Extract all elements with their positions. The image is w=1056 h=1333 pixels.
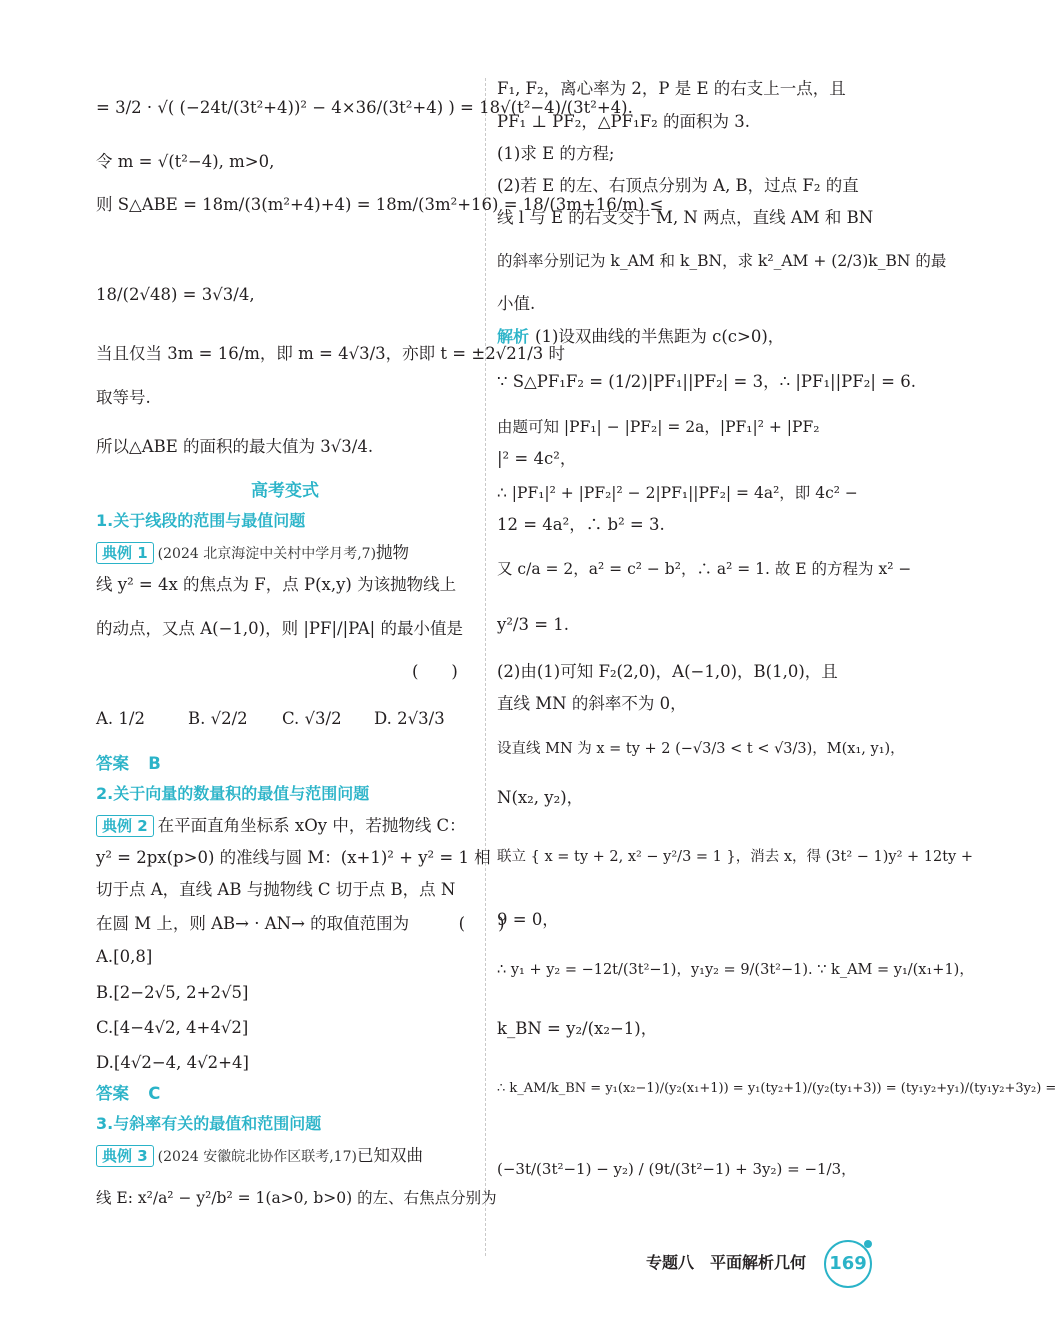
example-2-header [96,814,466,838]
text-line: 联立 { x = ty + 2, x² − y²/3 = 1 }，消去 x，得 (3t² − 1)y² + 12ty + [497,849,973,865]
formula-line: 当且仅当 3m = 16/m，即 m = 4√3/3，亦即 t = ±2√21/3 时 [96,344,566,363]
solution-first-line [497,325,784,349]
column-divider [485,78,486,1256]
topic-heading: 1.关于线段的范围与最值问题 [96,511,306,530]
text-line: 12 = 4a²，∴ b² = 3. [497,515,665,534]
answer-line [96,1082,160,1106]
option-b: B. √2/2 [188,709,248,728]
text-line: 所以△ABE 的面积的最大值为 3√3/4. [96,437,374,456]
text-line: 已知双曲 [356,1146,423,1165]
option-a: A.[0,8] [96,947,153,966]
text-line: 的斜率分别记为 k_AM 和 k_BN，求 k²_AM + (2/3)k_BN 的最 [497,252,947,270]
text-line: F₁, F₂，离心率为 2，P 是 E 的右支上一点，且 [497,79,846,98]
option-d: D. 2√3/3 [374,709,445,728]
text-line: 抛物 [376,543,410,562]
example-tag: 典例 3 [96,1145,154,1167]
text-line: 9 = 0， [497,910,559,929]
formula-line: 令 m = √(t²−4), m>0, [96,152,275,171]
text-line: PF₁ ⊥ PF₂，△PF₁F₂ 的面积为 3. [497,112,750,131]
text-line: ∴ |PF₁|² + |PF₂|² − 2|PF₁||PF₂| = 4a²，即 4c² − [497,484,858,502]
option-b: B.[2−2√5, 2+2√5] [96,983,249,1002]
text-line: 直线 MN 的斜率不为 0， [497,694,687,713]
text-line: 在圆 M 上，则 AB→ · AN→ 的取值范围为 ( ) [96,914,505,933]
text-line: N(x₂, y₂)， [497,788,584,807]
text-line: (2)若 E 的左、右顶点分别为 A, B，过点 F₂ 的直 [497,176,859,195]
formula-line: 18/(2√48) = 3√3/4, [96,285,255,304]
text-line: (1)设双曲线的半焦距为 c(c>0)， [535,327,785,346]
answer-value: C [148,1084,161,1103]
text-line: (2)由(1)可知 F₂(2,0)，A(−1,0)，B(1,0)，且 [497,662,838,681]
text-line: (−3t/(3t²−1) − y₂) / (9t/(3t²−1) + 3y₂) = −1/3， [497,1160,857,1178]
formula-line: 则 S△ABE = 18m/(3(m²+4)+4) = 18m/(3m²+16) = 18/(3m+16/m) ≤ [96,195,664,214]
topic-heading: 3.与斜率有关的最值和范围问题 [96,1114,322,1133]
formula-line: = 3/2 · √( (−24t/(3t²+4))² − 4×36/(3t²+4) ) = 18√(t²−4)/(3t²+4). [96,98,633,117]
answer-label: 答案 [96,1084,129,1103]
example-source: (2024 北京海淀中关村中学月考,7) [157,546,377,562]
example-tag: 典例 2 [96,815,154,837]
option-c: C. √3/2 [282,709,342,728]
text-line: 设直线 MN 为 x = ty + 2 (−√3/3 < t < √3/3)，M(x₁, y₁)， [497,741,905,757]
text-line: 又 c/a = 2，a² = c² − b²，∴ a² = 1. 故 E 的方程为 x² − [497,560,912,578]
text-line: ∵ S△PF₁F₂ = (1/2)|PF₁||PF₂| = 3，∴ |PF₁||PF₂| = 6. [497,372,916,391]
answer-value: B [148,754,161,773]
answer-blank: ( ) [412,662,458,681]
page-number-dot [864,1240,872,1248]
text-line: 小值. [497,294,536,313]
solution-label: 解析 [497,327,530,346]
example-source: (2024 安徽皖北协作区联考,17) [157,1149,357,1165]
text-line: 的动点，又点 A(−1,0)，则 |PF|/|PA| 的最小值是 [96,619,463,638]
text-line: y²/3 = 1. [497,615,570,634]
answer-line [96,752,161,776]
option-a: A. 1/2 [96,709,145,728]
text-line: y² = 2px(p>0) 的准线与圆 M：(x+1)² + y² = 1 相 [96,848,491,867]
answer-label: 答案 [96,754,129,773]
option-c: C.[4−4√2, 4+4√2] [96,1018,249,1037]
text-line: 切于点 A，直线 AB 与抛物线 C 切于点 B，点 N [96,880,456,899]
section-title: 高考变式 [251,481,319,501]
text-line: (1)求 E 的方程; [497,144,615,163]
text-line: 在平面直角坐标系 xOy 中，若抛物线 C： [157,816,466,835]
text-line: ∴ k_AM/k_BN = y₁(x₂−1)/(y₂(x₁+1)) = y₁(ty₂+1)/(y₂(ty₁+3)) = (ty₁y₂+y₁)/(ty₁y₂+3y₂) = [497,1081,1056,1096]
example-tag: 典例 1 [96,542,154,564]
page-number: 169 [824,1240,872,1288]
topic-heading: 2.关于向量的数量积的最值与范围问题 [96,784,370,803]
text-line: 线 E: x²/a² − y²/b² = 1(a>0, b>0) 的左、右焦点分别为 [96,1189,497,1207]
text-line: k_BN = y₂/(x₂−1)， [497,1019,658,1038]
text-line: 取等号. [96,388,151,407]
text-line: 由题可知 |PF₁| − |PF₂| = 2a，|PF₁|² + |PF₂ [497,418,820,436]
text-line: 线 y² = 4x 的焦点为 F，点 P(x,y) 为该抛物线上 [96,575,457,594]
example-1-header [96,541,409,566]
text-line: 线 l 与 E 的右支交于 M, N 两点，直线 AM 和 BN [497,208,874,227]
text-line: |² = 4c²， [497,449,577,468]
text-line: ∴ y₁ + y₂ = −12t/(3t²−1)，y₁y₂ = 9/(3t²−1). ∵ k_AM = y₁/(x₁+1)， [497,962,974,978]
option-d: D.[4√2−4, 4√2+4] [96,1053,249,1072]
example-3-header [96,1144,423,1169]
chapter-title: 专题八 平面解析几何 [646,1253,807,1272]
